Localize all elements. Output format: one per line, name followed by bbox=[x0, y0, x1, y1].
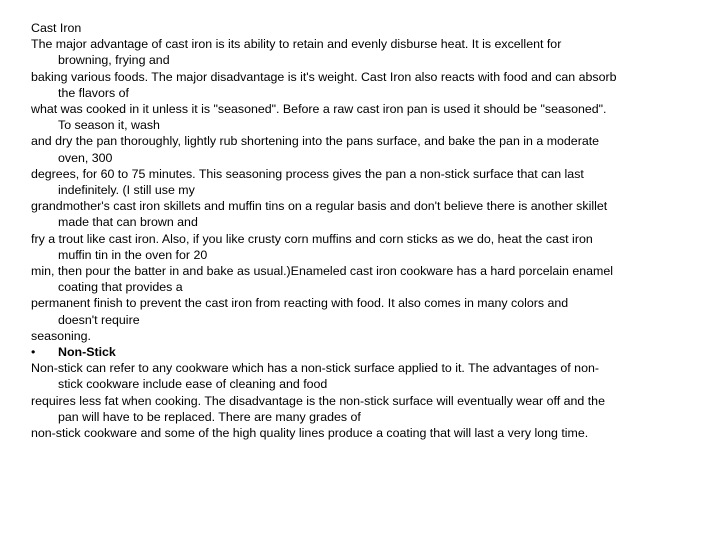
paragraph-line bbox=[31, 69, 711, 101]
paragraph-line bbox=[31, 36, 711, 68]
paragraph-line bbox=[31, 101, 711, 133]
line-text: made that can brown and bbox=[58, 215, 198, 230]
line-text: and dry the pan thoroughly, lightly rub shortening into the pans surface, and bake the pan in a moderate bbox=[31, 134, 600, 149]
bullet-icon: • bbox=[31, 345, 36, 360]
line-text: baking various foods. The major disadvantage is it's weight. Cast Iron also reacts with food and can absorb bbox=[31, 69, 617, 84]
paragraph-line bbox=[31, 393, 711, 425]
line-text: coating that provides a bbox=[58, 280, 183, 295]
line-text: fry a trout like cast iron. Also, if you like crusty corn muffins and corn sticks as we do, heat the cast iron bbox=[31, 231, 593, 246]
line-text: the flavors of bbox=[58, 85, 129, 100]
line-text: permanent finish to prevent the cast iron from reacting with food. It also comes in many colors and bbox=[31, 296, 569, 311]
line-text: stick cookware include ease of cleaning and food bbox=[58, 377, 328, 392]
line-text: requires less fat when cooking. The disadvantage is the non-stick surface will eventually wear off and the bbox=[31, 393, 605, 408]
text-body bbox=[31, 20, 711, 441]
heading: Cast Iron bbox=[31, 21, 82, 35]
seasoning-line: seasoning. bbox=[31, 328, 91, 343]
line-text: degrees, for 60 to 75 minutes. This seasoning process gives the pan a non-stick surface that can last bbox=[31, 166, 584, 181]
paragraph-line bbox=[31, 198, 711, 230]
line-text: browning, frying and bbox=[58, 53, 170, 68]
paragraph-line bbox=[31, 166, 711, 198]
line-text: pan will have to be replaced. There are many grades of bbox=[58, 409, 361, 424]
paragraph-line bbox=[31, 295, 711, 327]
line-text: Non-stick can refer to any cookware which has a non-stick surface applied to it. The advantages of non- bbox=[31, 361, 599, 376]
line-text: To season it, wash bbox=[58, 118, 160, 133]
line-text: what was cooked in it unless it is "seasoned". Before a raw cast iron pan is used it should be "seasoned". bbox=[31, 102, 607, 117]
line-text: doesn't require bbox=[58, 312, 140, 327]
paragraph-line bbox=[31, 263, 711, 295]
line-text: indefinitely. (I still use my bbox=[58, 183, 195, 198]
line-text: muffin tin in the oven for 20 bbox=[58, 247, 208, 262]
paragraph-line bbox=[31, 231, 711, 263]
paragraph-line bbox=[31, 133, 711, 165]
line-text: The major advantage of cast iron is its ability to retain and evenly disburse heat. It is excellent for bbox=[31, 37, 562, 52]
line-text: grandmother's cast iron skillets and muffin tins on a regular basis and don't believe there is another skillet bbox=[31, 199, 608, 214]
paragraph-line bbox=[31, 360, 711, 392]
line-text: min, then pour the batter in and bake as usual.)Enameled cast iron cookware has a hard porcelain enamel bbox=[31, 264, 614, 279]
line-text: oven, 300 bbox=[58, 150, 113, 165]
final-line: non-stick cookware and some of the high quality lines produce a coating that will last a very long time. bbox=[31, 426, 589, 441]
bullet-item bbox=[31, 344, 711, 360]
bullet-label: Non-Stick bbox=[58, 345, 116, 360]
